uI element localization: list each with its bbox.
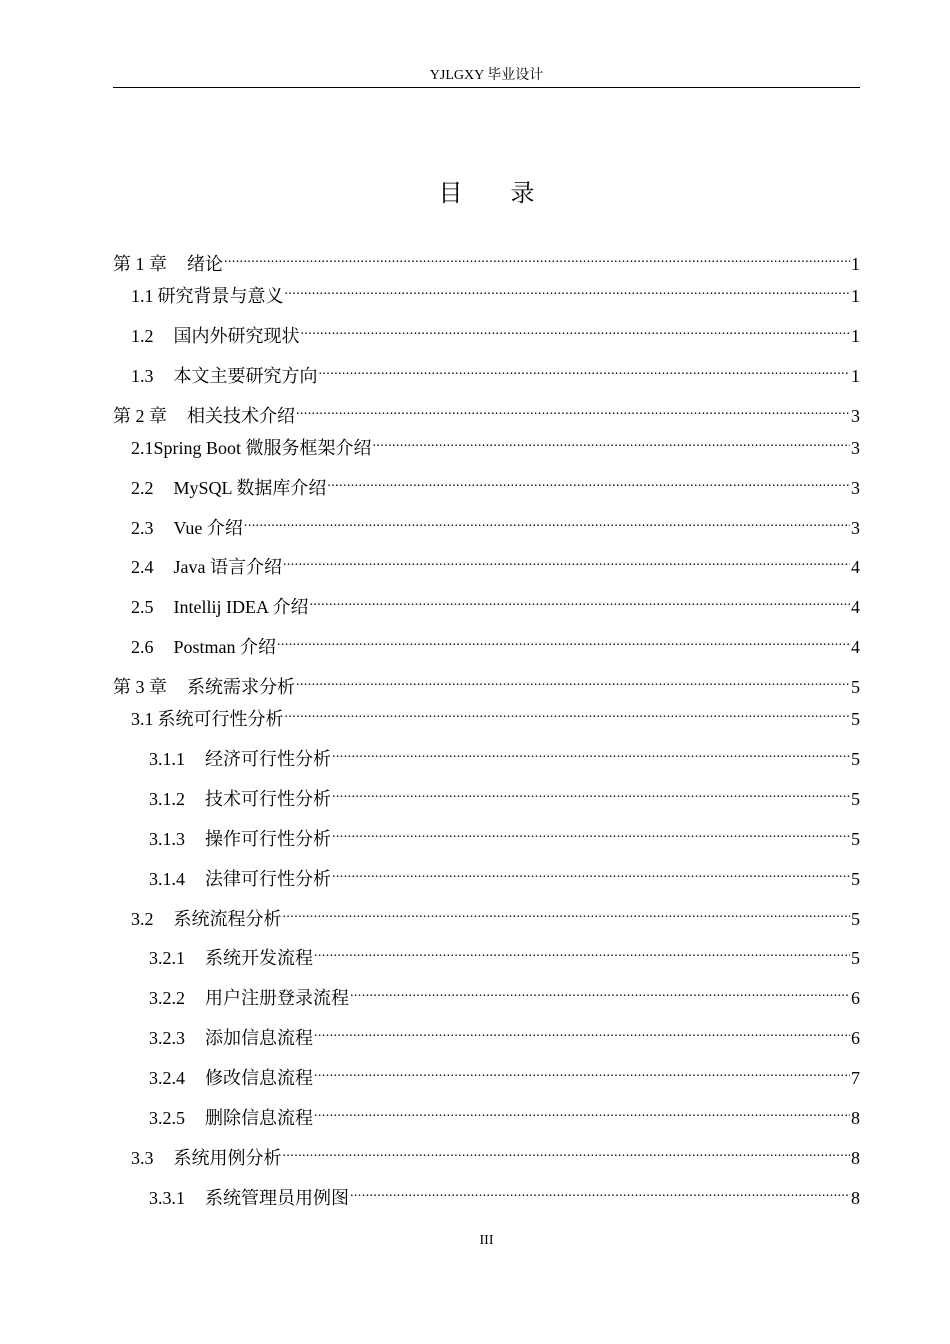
toc-entry-page: 6 — [851, 988, 860, 1008]
toc-entry-page: 1 — [851, 254, 860, 274]
toc-entry-title: 经济可行性分析 — [205, 749, 331, 769]
toc-title-char-2: 录 — [510, 181, 535, 207]
toc-entry[interactable] — [113, 510, 860, 538]
toc-entry-number: 3.2.5 — [149, 1108, 185, 1128]
toc-entry-title: 绪论 — [187, 254, 223, 274]
toc-dot-leader — [309, 589, 850, 613]
toc-dot-leader — [314, 1020, 850, 1044]
toc-dot-leader — [283, 549, 850, 573]
toc-entry-page: 3 — [851, 478, 860, 498]
toc-entry-title: 国内外研究现状 — [173, 326, 300, 346]
toc-entry-page: 5 — [851, 789, 860, 809]
toc-entry-number: 2.2 — [131, 478, 154, 498]
toc-dot-leader — [296, 398, 850, 422]
toc-entry-page: 1 — [851, 326, 860, 346]
toc-entry-page: 5 — [851, 749, 860, 769]
toc-entry-number: 3.1.3 — [149, 829, 185, 849]
toc-entry-title: Postman 介绍 — [173, 637, 277, 657]
toc-entry-page: 5 — [851, 909, 860, 929]
toc-entry-title: 本文主要研究方向 — [173, 366, 318, 386]
toc-entry-title: 相关技术介绍 — [187, 406, 295, 426]
toc-entry-number: 3.1.2 — [149, 789, 185, 809]
toc-entry-page: 3 — [851, 518, 860, 538]
toc-entry-title: 操作可行性分析 — [205, 829, 331, 849]
toc-entry-number: 3.3 — [131, 1148, 154, 1168]
toc-dot-leader — [283, 1140, 851, 1164]
toc-entry-number: 3.2.1 — [149, 948, 185, 968]
toc-dot-leader — [332, 821, 850, 845]
toc-entry[interactable] — [113, 430, 860, 458]
toc-dot-leader — [314, 940, 850, 964]
page-number: III — [479, 1233, 494, 1248]
toc-entry-number: 1.1 — [131, 286, 154, 306]
toc-dot-leader — [283, 901, 851, 925]
toc-entry[interactable] — [113, 1060, 860, 1088]
toc-entry-page: 4 — [851, 637, 860, 657]
toc-entry-number: 3.1.1 — [149, 749, 185, 769]
toc-entry[interactable] — [113, 1020, 860, 1048]
toc-dot-leader — [373, 430, 850, 454]
toc-entry-title: 系统用例分析 — [173, 1148, 282, 1168]
toc-entry-page: 4 — [851, 557, 860, 577]
toc-entry-page: 8 — [851, 1108, 860, 1128]
toc-entry-title: 添加信息流程 — [205, 1028, 313, 1048]
toc-entry-page: 1 — [851, 286, 860, 306]
toc-entry[interactable] — [113, 980, 860, 1008]
toc-dot-leader — [301, 318, 851, 342]
toc-entry-number: 3.1 — [131, 709, 154, 729]
toc-dot-leader — [332, 741, 850, 765]
toc-entry-page: 8 — [851, 1188, 860, 1208]
toc-entry-number: 2.5 — [131, 597, 154, 617]
toc-entry-number: 2.1 — [131, 438, 154, 458]
toc-title-char-1: 目 — [438, 181, 463, 207]
toc-entry[interactable] — [113, 398, 860, 426]
toc-dot-leader — [285, 701, 851, 725]
toc-dot-leader — [277, 629, 850, 653]
toc-entry-title: 技术可行性分析 — [205, 789, 331, 809]
toc-entry-number: 2.4 — [131, 557, 154, 577]
toc-entry[interactable] — [113, 701, 860, 729]
toc-entry-page: 5 — [851, 709, 860, 729]
toc-entry[interactable] — [113, 318, 860, 346]
toc-entry-title: MySQL 数据库介绍 — [173, 478, 327, 498]
toc-entry[interactable] — [113, 901, 860, 929]
toc-dot-leader — [350, 980, 850, 1004]
toc-entry[interactable] — [113, 781, 860, 809]
toc-entry-number: 1.3 — [131, 366, 154, 386]
toc-entry[interactable] — [113, 246, 860, 274]
toc-entry-page: 7 — [851, 1068, 860, 1088]
toc-entry[interactable] — [113, 1180, 860, 1208]
toc-dot-leader — [296, 669, 850, 693]
toc-dot-leader — [327, 470, 850, 494]
toc-entry-title: 系统可行性分析 — [157, 709, 284, 729]
toc-entry-number: 3.2.2 — [149, 988, 185, 1008]
toc-entry[interactable] — [113, 821, 860, 849]
toc-entry-number: 1.2 — [131, 326, 154, 346]
toc-entry[interactable] — [113, 549, 860, 577]
toc-entry-number: 第 2 章 — [113, 406, 167, 426]
toc-entry[interactable] — [113, 940, 860, 968]
toc-entry-page: 5 — [851, 869, 860, 889]
toc-dot-leader — [332, 781, 850, 805]
toc-entry-title: Spring Boot 微服务框架介绍 — [153, 438, 372, 458]
toc-entry-page: 1 — [851, 366, 860, 386]
toc-entry[interactable] — [113, 861, 860, 889]
toc-entry-title: 系统管理员用例图 — [205, 1188, 349, 1208]
toc-entry-title: 删除信息流程 — [205, 1108, 313, 1128]
toc-dot-leader — [319, 358, 851, 382]
toc-entry-page: 3 — [851, 438, 860, 458]
toc-entry[interactable] — [113, 470, 860, 498]
toc-entry-title: 修改信息流程 — [205, 1068, 313, 1088]
toc-dot-leader — [314, 1060, 850, 1084]
toc-entry[interactable] — [113, 589, 860, 617]
toc-entry-number: 2.6 — [131, 637, 154, 657]
toc-entry-title: 系统需求分析 — [187, 677, 295, 697]
toc-entry-page: 8 — [851, 1148, 860, 1168]
toc-dot-leader — [285, 278, 851, 302]
toc-entry-title: 系统开发流程 — [205, 948, 313, 968]
toc-entry-number: 3.3.1 — [149, 1188, 185, 1208]
toc-entry[interactable] — [113, 741, 860, 769]
toc-entry-number: 第 3 章 — [113, 677, 167, 697]
toc-entry-number: 3.2.3 — [149, 1028, 185, 1048]
toc-entry-title: 研究背景与意义 — [157, 286, 284, 306]
toc-entry-page: 5 — [851, 829, 860, 849]
toc-entry-title: 用户注册登录流程 — [205, 988, 349, 1008]
toc-entry-number: 3.1.4 — [149, 869, 185, 889]
toc-entry-page: 6 — [851, 1028, 860, 1048]
toc-entry-title: 法律可行性分析 — [205, 869, 331, 889]
toc-entry[interactable] — [113, 1100, 860, 1128]
toc-dot-leader — [244, 510, 850, 534]
header-rule — [113, 87, 860, 88]
toc-entry[interactable] — [113, 669, 860, 697]
toc-entry-title: 系统流程分析 — [173, 909, 282, 929]
toc-entry-number: 第 1 章 — [113, 254, 167, 274]
toc-entry-page: 3 — [851, 406, 860, 426]
toc-entry-title: Intellij IDEA 介绍 — [173, 597, 309, 617]
toc-dot-leader — [332, 861, 850, 885]
toc-dot-leader — [350, 1180, 850, 1204]
toc-entry[interactable] — [113, 278, 860, 306]
toc-entry[interactable] — [113, 358, 860, 386]
toc-entry-number: 2.3 — [131, 518, 154, 538]
toc-dot-leader — [314, 1100, 850, 1124]
toc-entry[interactable] — [113, 629, 860, 657]
toc-entry-page: 5 — [851, 948, 860, 968]
toc-entry-number: 3.2.4 — [149, 1068, 185, 1088]
toc-dot-leader — [224, 246, 850, 270]
running-header: YJLGXY 毕业设计 — [429, 68, 544, 83]
toc-entry-page: 5 — [851, 677, 860, 697]
toc-entry[interactable] — [113, 1140, 860, 1168]
toc-entry-title: Java 语言介绍 — [173, 557, 282, 577]
toc-entry-page: 4 — [851, 597, 860, 617]
toc-entry-title: Vue 介绍 — [173, 518, 243, 538]
toc-entry-number: 3.2 — [131, 909, 154, 929]
toc-title — [113, 178, 860, 210]
